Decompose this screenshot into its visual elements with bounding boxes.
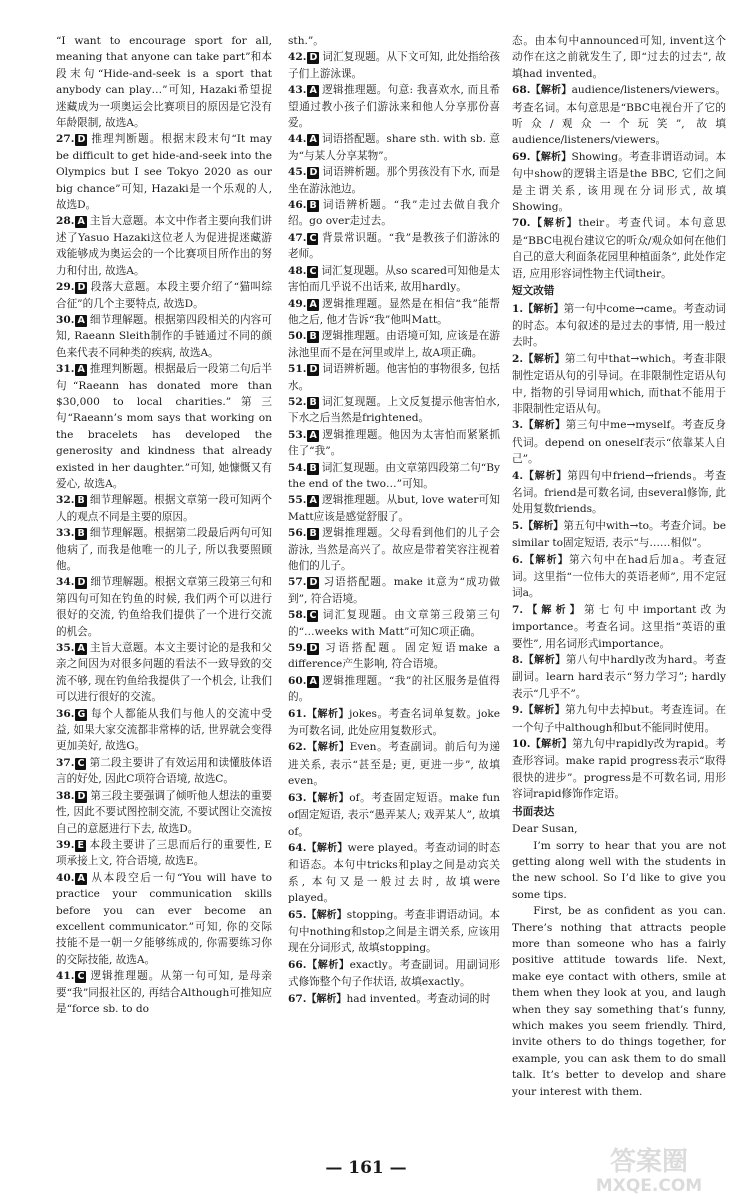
explanation-text: Showing。考查非谓语动词。本句中show的逻辑主语是the BBC, 它们之间是主谓关系, 该用现在分词形式, 故填Showing。 — [512, 150, 726, 214]
answer-key-badge: D — [77, 790, 86, 802]
answer-key-badge: A — [77, 216, 85, 228]
explanation-text: 词语辨析题。他害怕的事物很多, 包括水。 — [288, 363, 500, 392]
answer-entry — [288, 840, 500, 907]
answer-entry — [56, 640, 272, 706]
answer-entry — [288, 907, 500, 957]
question-number: 28. — [56, 215, 75, 228]
answer-entry — [56, 837, 272, 870]
answer-entry — [288, 427, 500, 460]
analysis-tag: 【解析】 — [523, 554, 569, 566]
explanation-text: 细节理解题。根据文章第一段可知两个人的观点不同是主要的原因。 — [56, 494, 272, 523]
answer-entry — [56, 870, 272, 968]
explanation-text: 主旨大意题。本文中作者主要向我们讲述了Yasuo Hazaki这位老人为促进捉迷藏游戏能够成为奥运会的一个比赛项目所作出的努力和付出, 故选A。 — [56, 215, 272, 277]
explanation-text: 词汇复现题。上文反复提示他害怕水, 下水之后当然是frightened。 — [288, 395, 500, 425]
question-number: 35. — [56, 642, 75, 655]
explanation-text: 第五句中with→to。考查介词。be similar to固定短语, 表示“与……相似”。 — [512, 519, 726, 550]
explanation-text: 第九句中去掉but。考查连词。在一个句子中although和but不能同时使用。 — [512, 704, 726, 734]
question-number: 70. — [512, 217, 531, 230]
explanation-text: of。考查固定短语。make fun of固定短语, 表示“愚弄某人; 戏弄某人”, 故填of。 — [288, 791, 500, 838]
question-number: 6. — [512, 553, 524, 566]
explanation-text: 推理判断题。根据最后一段第二句后半句“Raeann has donated more than $30,000 to local charities.”第三句“Raeann’s mom says that working on the bracelets has developed the generosity and kindness that already existed in her daughter.”可知, 她慷慨又有爱心, 故选A。 — [56, 363, 272, 490]
answer-entry — [512, 702, 726, 736]
answer-entry — [288, 394, 500, 427]
question-number: 31. — [56, 363, 75, 376]
answer-entry — [288, 574, 500, 607]
question-number: 57. — [288, 576, 307, 589]
answer-key-badge: D — [309, 364, 318, 376]
explanation-text: 词语搭配题。share sth. with sb. 意为“与某人分享某物”。 — [288, 133, 500, 162]
answer-key-badge: A — [309, 298, 317, 310]
question-number: 53. — [288, 428, 307, 441]
answer-entry — [288, 706, 500, 740]
answer-key-badge: B — [309, 528, 317, 540]
explanation-text: 第四句中friend→friends。考查名词。friend是可数名词, 由several修饰, 此处用复数friends。 — [512, 469, 726, 516]
analysis-tag: 【解析】 — [523, 303, 564, 315]
watermark-line1: 答案圈 — [609, 1147, 689, 1177]
answer-key-badge: D — [77, 134, 86, 146]
explanation-text: 细节理解题。根据第四段相关的内容可知, Raeann Sleith制作的手链通过不同的颜色来代表不同种类的疾病, 故选A。 — [56, 313, 272, 359]
question-number: 60. — [288, 674, 307, 687]
answer-entry — [288, 263, 500, 296]
question-number: 69. — [512, 150, 531, 163]
answer-entry — [56, 131, 272, 213]
analysis-tag: 【解析】 — [530, 739, 573, 751]
analysis-tag: 【解析】 — [306, 909, 347, 921]
explanation-text: stopping。考查非谓语动词。本句中nothing和stop之间是主谓关系, 应该用现在分词形式, 故填stopping。 — [288, 908, 500, 955]
analysis-tag: 【解析】 — [306, 792, 350, 804]
question-number: 38. — [56, 789, 75, 802]
answer-column-1 — [56, 33, 272, 1017]
answer-key-badge: A — [77, 314, 85, 326]
answer-key-badge: B — [77, 528, 85, 540]
explanation-text: their。考查代词。本句意思是“BBC电视台建议它的听众/观众如何在他们自己的意大利面条花园里种植面条”, 此处作定语, 应用形容词性物主代词their。 — [512, 217, 726, 280]
explanation-text: 逻辑推理题。“我”的社区服务是值得的。 — [288, 674, 500, 704]
question-number: 61. — [288, 707, 307, 720]
question-number: 49. — [288, 297, 307, 310]
writing-paragraph: First, be as confident as you can. There’s nothing that attracts people more than someone who has a fairly positive attitude towards life. Next, make eye contact with others, smile at them when they look at you, and laugh when they say something that’s funny, which makes you seem friendly. Third, invite others to do things together, for example, you can ask them to do small talk. It’s better to develop and share your interest with them. — [512, 905, 726, 1098]
watermark-line2: MXQE.COM — [595, 1176, 703, 1196]
analysis-tag: 【解析】 — [306, 708, 350, 720]
question-number: 30. — [56, 313, 75, 326]
answer-key-badge: C — [309, 232, 317, 244]
question-number: 3. — [512, 419, 524, 432]
explanation-text: 第三段主要强调了倾听他人想法的重要性, 因此不要试图控制交流, 不要试图让交流按自己的意愿进行下去, 故选D。 — [56, 789, 272, 835]
question-number: 4. — [512, 469, 524, 482]
question-number: 62. — [288, 741, 307, 754]
question-number: 58. — [288, 609, 307, 622]
question-number: 65. — [288, 908, 307, 921]
answer-key-badge: D — [309, 167, 318, 179]
explanation-text: 逻辑推理题。从but, love water可知Matt应该是感觉舒服了。 — [288, 494, 500, 523]
question-number: 55. — [288, 494, 307, 507]
question-number: 64. — [288, 841, 307, 854]
answer-key-badge: E — [77, 839, 84, 851]
answer-entry — [288, 296, 500, 329]
answer-entry — [288, 230, 500, 263]
answer-entry — [512, 33, 726, 82]
analysis-tag: 【解析】 — [523, 470, 568, 482]
answer-entry — [512, 351, 726, 418]
explanation-text: 第八句中hardly改为hard。考查副词。learn hard表示“努力学习”; hardly表示“几乎不”。 — [512, 654, 726, 700]
answer-key-badge: C — [77, 757, 85, 769]
answer-entry — [288, 361, 500, 394]
answer-key-badge: G — [77, 708, 86, 720]
question-number: 47. — [288, 231, 307, 244]
question-number: 39. — [56, 838, 75, 851]
explanation-text: 词汇复现题。由文章第三段第三句的“…weeks with Matt”可知C项正确。 — [288, 609, 500, 638]
explanation-text: sth.”。 — [288, 35, 324, 47]
answer-entry — [56, 755, 272, 788]
question-number: 52. — [288, 395, 307, 408]
explanation-text: 第一句中come→came。考查动词的时态。本句叙述的是过去的事情, 用一般过去时。 — [512, 302, 726, 349]
question-number: 37. — [56, 756, 75, 769]
question-number: 27. — [56, 133, 75, 146]
answer-entry — [288, 640, 500, 673]
explanation-text: 习语搭配题。make it意为“成功做到”, 符合语境。 — [288, 576, 500, 605]
answer-entry — [288, 673, 500, 706]
answer-entry — [56, 279, 272, 312]
answer-list-continued — [512, 33, 726, 282]
explanation-text: 逻辑推理题。由语境可知, 应该是在游泳池里而不是在河里或岸上, 故A项正确。 — [288, 330, 500, 359]
question-number: 67. — [288, 992, 307, 1005]
answer-entry — [512, 82, 726, 149]
explanation-text: 习语搭配题。固定短语make a difference产生影响, 符合语境。 — [288, 642, 500, 671]
question-number: 1. — [512, 302, 524, 315]
writing-salutation: Dear Susan, — [512, 823, 578, 836]
explanation-text: 第六句中在had后加a。考查冠词。这里指“一位伟大的英语老师”, 用不定冠词a。 — [512, 553, 726, 600]
analysis-tag: 【解析】 — [523, 353, 565, 365]
answer-key-badge: D — [309, 577, 318, 589]
question-number: 5. — [512, 519, 524, 532]
watermark-logo — [574, 1144, 724, 1196]
question-number: 63. — [288, 791, 307, 804]
question-number: 59. — [288, 642, 307, 655]
question-number: 40. — [56, 871, 75, 884]
answer-entry — [512, 149, 726, 216]
answer-entry — [288, 328, 500, 361]
question-number: 2. — [512, 352, 524, 365]
explanation-text: “I want to encourage sport for all, meaning that anyone can take part”和本段末句“Hide-and-seek is a sport that anybody can play…”可知, Hazaki希望捉迷藏成为一项奥运会比赛项目的原因是它没有年龄限制, 故选A。 — [56, 35, 272, 130]
answer-entry — [288, 131, 500, 164]
explanation-text: 第二句中that→which。考查非限制性定语从句的引导词。在非限制性定语从句中, 指物的引导词用which, 而that不能用于非限制性定语从句。 — [512, 352, 726, 415]
answer-entry — [512, 518, 726, 552]
analysis-tag: 【解析】 — [530, 85, 572, 97]
analysis-tag: 【解析】 — [530, 218, 579, 230]
answer-entry — [288, 492, 500, 525]
answer-entry — [512, 602, 726, 652]
explanation-text: 词语辨析题。那个男孩没有下水, 而是坐在游泳池边。 — [288, 166, 500, 195]
answer-entry — [56, 525, 272, 574]
explanation-text: 每个人都能从我们与他人的交流中受益, 如果大家交流都非常棒的话, 世界就会变得更加美好, 故选G。 — [56, 707, 272, 753]
answer-entry — [512, 552, 726, 602]
question-number: 48. — [288, 264, 307, 277]
answer-key-badge: A — [309, 495, 317, 507]
answer-entry — [56, 361, 272, 492]
answer-entry — [56, 788, 272, 837]
answer-entry — [288, 991, 500, 1008]
answer-entry — [288, 957, 500, 991]
question-number: 8. — [512, 654, 524, 667]
answer-entry — [288, 164, 500, 197]
analysis-tag: 【解析】 — [523, 705, 566, 717]
explanation-text: 细节理解题。根据第二段最后两句可知他病了, 而我是他唯一的儿子, 所以我要照顾他。 — [56, 527, 272, 572]
writing-paragraph: I’m sorry to hear that you are not getting along well with the students in the new school. So I’d like to give you some tips. — [512, 839, 726, 901]
explanation-text: 逻辑推理题。他因为太害怕而紧紧抓住了“我”。 — [288, 428, 500, 458]
question-number: 36. — [56, 707, 75, 720]
explanation-text: exactly。考查副词。用副词形式修饰整个句子作状语, 故填exactly。 — [288, 958, 501, 989]
answer-key-badge: D — [77, 577, 86, 589]
answer-key-badge: B — [309, 331, 317, 343]
question-number: 51. — [288, 363, 307, 376]
explanation-text: 第七句中important改为importance。考查名词。这里指“英语的重要性”, 用名词形式importance。 — [512, 603, 726, 650]
answer-entry — [512, 417, 726, 467]
explanation-text: 第三句中me→myself。考查反身代词。depend on oneself表示“依靠某人自己”。 — [512, 419, 726, 466]
answer-key-badge: C — [309, 265, 317, 277]
explanation-text: were played。考查动词的时态和语态。本句中tricks和play之间是动宾关系, 本句又是一般过去时, 故填were played。 — [288, 841, 501, 905]
answer-entry — [288, 790, 500, 840]
analysis-tag: 【解析】 — [306, 959, 350, 971]
explanation-text: 第二段主要讲了有效运用和读懂肢体语言的好处, 因此C项符合语境, 故选C。 — [56, 756, 272, 786]
answer-key-badge: A — [77, 643, 85, 655]
explanation-text: 词汇复现题。由文章第四段第二句“By the end of the two…”可知。 — [288, 461, 500, 490]
answer-entry — [56, 492, 272, 525]
explanation-text: 词语辨析题。“我”走过去做自我介绍。go over走过去。 — [288, 199, 500, 228]
answer-entry — [56, 968, 272, 1017]
answer-key-badge: B — [77, 495, 85, 507]
explanation-text: 推理判断题。根据末段末句“It may be difficult to get hide-and-seek into the Olympics but I see Tokyo 2020 as our big chance”可知, Hazaki是一个乐观的人, 故选D。 — [56, 133, 272, 212]
answer-key-badge: A — [309, 429, 317, 441]
answer-key-badge: B — [309, 462, 317, 474]
question-number: 7. — [512, 603, 524, 616]
analysis-tag: 【解析】 — [306, 993, 347, 1005]
answer-entry — [288, 460, 500, 493]
question-number: 56. — [288, 527, 307, 540]
answer-key-badge: A — [309, 85, 317, 97]
answer-entry — [512, 468, 726, 518]
answer-key-badge: D — [309, 52, 318, 64]
answer-entry — [288, 607, 500, 640]
question-number: 29. — [56, 281, 75, 294]
answer-key-badge: D — [309, 643, 318, 655]
answer-key-badge: D — [77, 282, 86, 294]
question-number: 44. — [288, 133, 307, 146]
explanation-text: 背景常识题。“我”是教孩子们游泳的老师。 — [288, 231, 500, 261]
explanation-text: 词汇复现题。从so scared可知他是太害怕而几乎说不出话来, 故用hardly。 — [288, 264, 500, 294]
explanation-text: 从本段空后一句“You will have to practice your communication skills before you can ever become an excellent communicator.”可知, 你的交际技能不是一朝一夕能够练成的, 你需要练习你的交际技能, 故选A。 — [56, 871, 272, 966]
explanation-text: 第九句中rapidly改为rapid。考查形容词。make rapid progress表示“取得很快的进步”。progress是不可数名词, 用形容词rapid修饰作定语。 — [512, 738, 726, 801]
analysis-tag: 【解析】 — [306, 842, 348, 854]
writing-body — [512, 838, 726, 1101]
answer-key-badge: A — [77, 872, 85, 884]
question-number: 41. — [56, 970, 75, 983]
answer-entry — [512, 215, 726, 282]
answer-entry — [512, 301, 726, 351]
explanation-text: 逻辑推理题。句意: 我喜欢水, 而且希望通过教小孩子们游泳来和他人分享那份喜爱。 — [288, 84, 500, 130]
question-number: 42. — [288, 51, 307, 64]
answer-entry — [56, 706, 272, 755]
answer-entry — [56, 33, 272, 131]
answer-entry — [56, 312, 272, 361]
answer-key-badge: B — [309, 200, 317, 212]
answer-entry — [56, 574, 272, 640]
question-number: 43. — [288, 84, 307, 97]
explanation-text: 逻辑推理题。父母看到他们的儿子会游泳, 当然是高兴了。故应是带着笑容注视着他们的儿子。 — [288, 527, 500, 572]
answer-entry — [288, 82, 500, 131]
question-number: 66. — [288, 958, 307, 971]
answer-key-badge: C — [77, 971, 85, 983]
answer-key-badge: B — [309, 396, 317, 408]
analysis-tag: 【解析】 — [523, 420, 566, 432]
question-number: 46. — [288, 199, 307, 212]
correction-heading: 短文改错 — [512, 285, 555, 298]
answer-key-badge: A — [309, 134, 317, 146]
analysis-tag: 【解析】 — [306, 742, 350, 754]
question-number: 45. — [288, 166, 307, 179]
question-number: 54. — [288, 461, 307, 474]
explanation-text: 主旨大意题。本文主要讨论的是我和父亲之间因为对很多问题的看法不一致导致的交流不够, 现在钓鱼给我提供了一个机会, 让我们可以进行很好的交流。 — [56, 642, 272, 704]
explanation-text: Even。考查副词。前后句为递进关系, 表示“甚至是; 更, 更进一步”, 故填even。 — [288, 741, 501, 788]
explanation-text: 段落大意题。本段主要介绍了“猫叫综合征”的几个主要特点, 故选D。 — [56, 281, 272, 310]
question-number: 10. — [512, 738, 531, 751]
analysis-tag: 【解析】 — [530, 151, 572, 163]
question-number: 34. — [56, 576, 75, 589]
explanation-text: jokes。考查名词单复数。joke为可数名词, 此处应用复数形式。 — [288, 707, 501, 738]
question-number: 33. — [56, 527, 75, 540]
page-number: — 161 — — [325, 1158, 407, 1178]
explanation-text: audience/listeners/viewers。考查名词。本句意思是“BBC电视台开了它的听众/观众一个玩笑”, 故填audience/listeners/viewers。 — [512, 84, 726, 147]
answer-entry — [288, 33, 500, 49]
correction-list — [512, 301, 726, 803]
answer-entry — [56, 213, 272, 279]
explanation-text: 逻辑推理题。从第一句可知, 是母亲要“我”同报社区的, 再结合Although可推知应是“force sb. to do — [56, 970, 272, 1015]
writing-heading: 书面表达 — [512, 805, 555, 818]
explanation-text: 细节理解题。根据文章第三段第三句和第四句可知在钓鱼的时候, 我们两个可以进行很好的交流, 钓鱼给我们提供了一个进行交流的机会。 — [56, 576, 272, 638]
answer-column-3 — [512, 33, 726, 1100]
question-number: 68. — [512, 84, 531, 97]
answer-column-2 — [288, 33, 500, 1008]
explanation-text: 态。由本句中announced可知, invent这个动作在这之前就发生了, 即“过去的过去”, 故填had invented。 — [512, 35, 726, 80]
question-number: 50. — [288, 330, 307, 343]
analysis-tag: 【解析】 — [523, 520, 564, 532]
answer-entry — [288, 739, 500, 789]
answer-entry — [288, 525, 500, 574]
answer-entry — [512, 736, 726, 803]
analysis-tag: 【解析】 — [523, 655, 566, 667]
explanation-text: had invented。考查动词的时 — [346, 992, 491, 1005]
answer-key-badge: A — [77, 364, 85, 376]
question-number: 32. — [56, 494, 75, 507]
answer-entry — [288, 49, 500, 82]
explanation-text: 逻辑推理题。显然是在相信“我”能帮他之后, 他才告诉“我”他叫Matt。 — [288, 297, 500, 326]
analysis-tag: 【解析】 — [523, 604, 584, 616]
answer-entry — [288, 197, 500, 230]
explanation-text: 本段主要讲了三思而后行的重要性, E项承接上文, 符合语境, 故选E。 — [56, 838, 272, 868]
answer-key-badge: A — [309, 675, 317, 687]
answer-entry — [512, 652, 726, 702]
question-number: 9. — [512, 704, 524, 717]
explanation-text: 词汇复现题。从下文可知, 此处指给孩子们上游泳课。 — [288, 51, 500, 80]
answer-key-badge: C — [309, 610, 317, 622]
